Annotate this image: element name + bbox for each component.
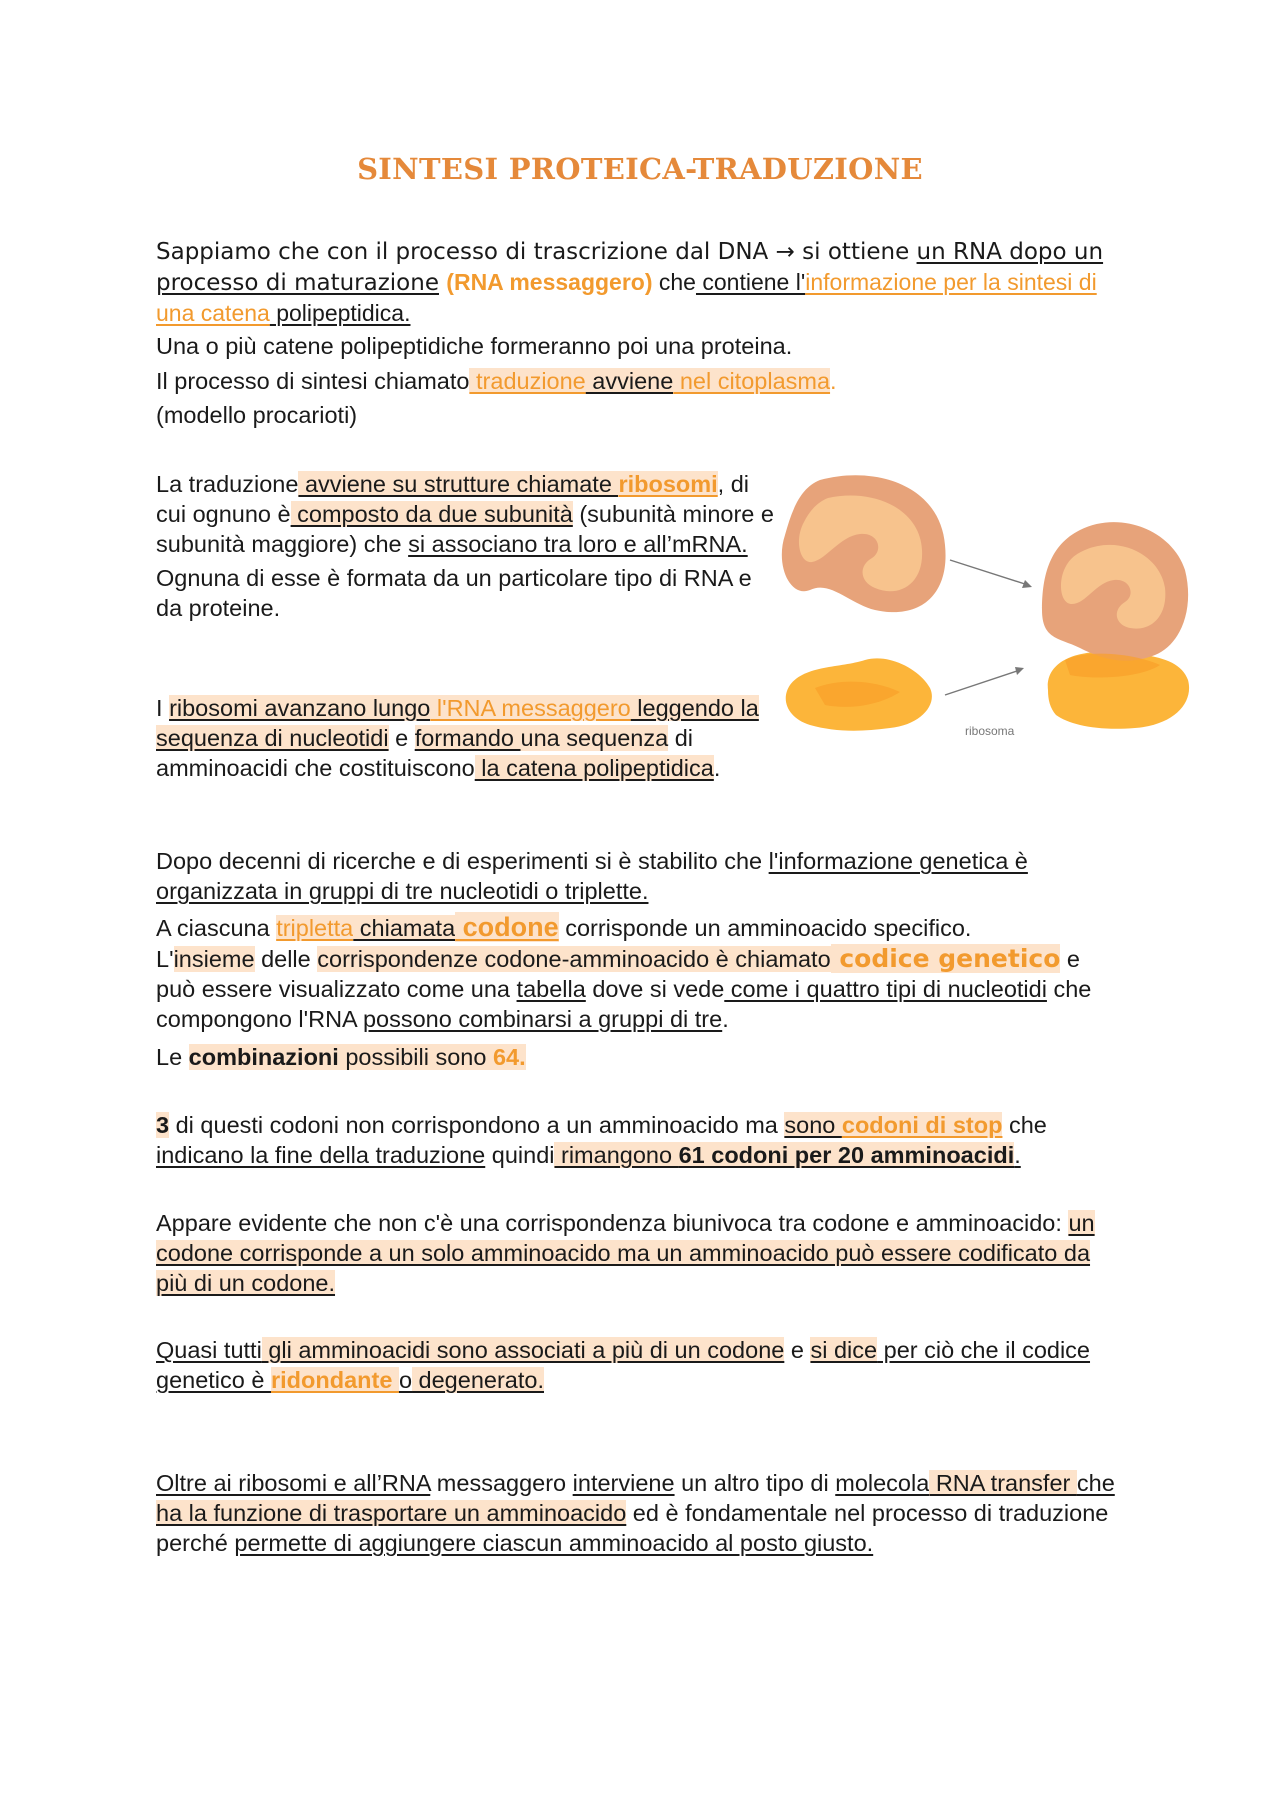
paragraph-redundancy: Quasi tutti gli amminoacidi sono associati a più di un codone e si dice per ciò che il codice genetico è ridondante o degenerato. [156, 1337, 1091, 1393]
paragraph-stop-codons: 3 di questi codoni non corrispondono a un amminoacido ma sono codoni di stop che indicano la fine della traduzione quindi rimangono 61 codoni per 20 amminoacidi. [156, 1112, 1047, 1168]
large-subunit-icon [782, 475, 946, 612]
paragraph-correspondence: Appare evidente che non c'è una corrispondenza biunivoca tra codone e amminoacido: un codone corrisponde a un solo amminoacido ma un amminoacido può essere codificato da più di un codone. [156, 1210, 1095, 1296]
small-subunit-icon [786, 658, 932, 730]
paragraph-transfer-rna: Oltre ai ribosomi e all’RNA messaggero interviene un altro tipo di molecola RNA transfer che ha la funzione di trasportare un amminoacido ed è fondamentale nel processo di traduzione perché permette di aggiungere ciascun amminoacido al posto giusto. [156, 1470, 1115, 1556]
term-ridondante: ridondante [270, 1367, 399, 1393]
arrow-icon [945, 560, 1032, 695]
paragraph-translation-location: Il processo di sintesi chiamato traduzione avviene nel citoplasma. [156, 368, 837, 394]
paragraph-model-note: (modello procarioti) [156, 402, 358, 428]
ribosome-illustration [780, 470, 1210, 760]
paragraph-genetic-code: L'insieme delle corrispondenze codone-amminoacido è chiamato codice genetico e può essere visualizzato come una tabella dove si vede come i quattro tipi di nucleotidi che compongono l'RNA possono combinarsi a gruppi di tre. [156, 944, 1092, 1032]
paragraph-ribosome-advance: I ribosomi avanzano lungo l'RNA messaggero leggendo la sequenza di nucleotidi e formando una sequenza di amminoacidi che costituiscono la catena polipeptidica. [156, 695, 759, 781]
term-codone: codone [455, 912, 559, 942]
intro-text: Sappiamo che con il processo di trascrizione dal DNA → si ottiene un RNA dopo un processo di maturazione (RNA messaggero) che contiene l'informazione per la sintesi di una catena polipeptidica. [156, 239, 1104, 326]
paragraph-combinations: Le combinazioni possibili sono 64. [156, 1044, 526, 1070]
paragraph-genetic-info: Dopo decenni di ricerche e di esperimenti si è stabilito che l'informazione genetica è organizzata in gruppi di tre nucleotidi o triplette. [156, 848, 1028, 904]
term-codoni-di-stop: codoni di stop [841, 1112, 1003, 1138]
assembled-ribosome-icon [1042, 522, 1189, 729]
term-ribosomi: ribosomi [618, 471, 718, 497]
paragraph-polypeptide: Una o più catene polipeptidiche formeranno poi una proteina. [156, 333, 793, 359]
term-codice-genetico: codice genetico [830, 944, 1061, 973]
figure-caption: ribosoma [965, 724, 1015, 738]
paragraph-ribosomes: La traduzione avviene su strutture chiamate ribosomi, di cui ognuno è composto da due subunità (subunità minore e subunità maggiore) che si associano tra loro e all’mRNA. Ognuna di esse è formata da un particolare tipo di RNA e da proteine. [156, 471, 774, 621]
paragraph-codone: A ciascuna tripletta chiamata codone corrisponde un amminoacido specifico. [156, 912, 972, 942]
paragraph-intro [156, 237, 1116, 329]
page-title: SINTESI PROTEICA-TRADUZIONE [357, 152, 923, 186]
